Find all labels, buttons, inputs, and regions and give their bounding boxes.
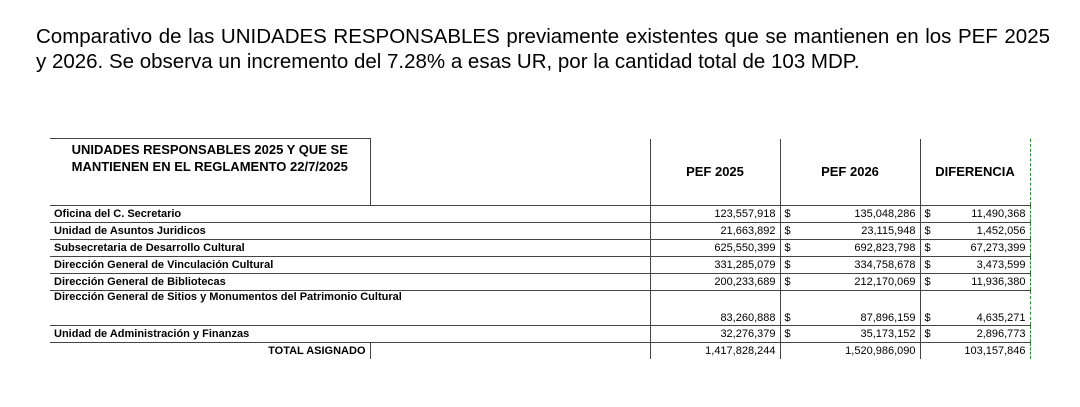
- currency-symbol: $: [780, 274, 794, 291]
- header-pef2025: PEF 2025: [650, 139, 780, 206]
- currency-symbol: $: [920, 223, 934, 240]
- diferencia-value: 11,936,380: [934, 274, 1030, 291]
- header-spacer: [370, 139, 650, 206]
- header-pef2026: PEF 2026: [780, 139, 920, 206]
- total-label: TOTAL ASIGNADO: [50, 343, 370, 360]
- total-row: [50, 343, 1030, 360]
- currency-symbol: $: [920, 206, 934, 223]
- pef2026-value: 692,823,798: [794, 240, 920, 257]
- pef2026-value: 212,170,069: [794, 274, 920, 291]
- total-diferencia: 103,157,846: [920, 343, 1030, 360]
- pef2025-value: 331,285,079: [650, 257, 780, 274]
- currency-symbol: $: [780, 223, 794, 240]
- pef2026-value: 35,173,152: [794, 326, 920, 343]
- pef2026-value: 334,758,678: [794, 257, 920, 274]
- currency-symbol: $: [780, 206, 794, 223]
- total-pef2026: 1,520,986,090: [780, 343, 920, 360]
- currency-symbol: $: [780, 257, 794, 274]
- diferencia-value: 4,635,271: [934, 291, 1030, 326]
- unit-name: Unidad de Asuntos Juridicos: [50, 223, 650, 240]
- unit-name: Oficina del C. Secretario: [50, 206, 650, 223]
- table-row: [50, 274, 1030, 291]
- table-row: [50, 206, 1030, 223]
- currency-symbol: $: [920, 257, 934, 274]
- currency-symbol: $: [920, 240, 934, 257]
- diferencia-value: 11,490,368: [934, 206, 1030, 223]
- diferencia-value: 67,273,399: [934, 240, 1030, 257]
- table-header-row: [50, 139, 1030, 206]
- unit-name: Dirección General de Vinculación Cultural: [50, 257, 650, 274]
- unit-name: Dirección General de Sitios y Monumentos del Patrimonio Cultural: [50, 291, 650, 326]
- pef2025-value: 83,260,888: [650, 291, 780, 326]
- table-row: [50, 240, 1030, 257]
- currency-symbol: $: [920, 326, 934, 343]
- unit-name: Subsecretaria de Desarrollo Cultural: [50, 240, 650, 257]
- pef2025-value: 123,557,918: [650, 206, 780, 223]
- pef2026-value: 23,115,948: [794, 223, 920, 240]
- table-row: [50, 326, 1030, 343]
- table-row: [50, 257, 1030, 274]
- pef2025-value: 21,663,892: [650, 223, 780, 240]
- diferencia-value: 2,896,773: [934, 326, 1030, 343]
- unit-name: Dirección General de Bibliotecas: [50, 274, 650, 291]
- unit-name: Unidad de Administración y Finanzas: [50, 326, 650, 343]
- comparison-table: [50, 138, 1031, 359]
- currency-symbol: $: [920, 291, 934, 326]
- diferencia-value: 3,473,599: [934, 257, 1030, 274]
- pef2025-value: 32,276,379: [650, 326, 780, 343]
- currency-symbol: $: [780, 240, 794, 257]
- currency-symbol: $: [780, 291, 794, 326]
- pef2025-value: 625,550,399: [650, 240, 780, 257]
- pef2026-value: 135,048,286: [794, 206, 920, 223]
- header-diferencia: DIFERENCIA: [920, 139, 1030, 206]
- table-row: [50, 223, 1030, 240]
- table-title: UNIDADES RESPONSABLES 2025 Y QUE SE MANTIENEN EN EL REGLAMENTO 22/7/2025: [50, 139, 370, 206]
- intro-paragraph: Comparativo de las UNIDADES RESPONSABLES previamente existentes que se mantienen en los PEF 2025 y 2026. Se observa un incremento del 7.28% a esas UR, por la cantidad total de 103 MDP.: [36, 25, 1050, 73]
- currency-symbol: $: [920, 274, 934, 291]
- total-spacer: [370, 343, 650, 360]
- total-pef2025: 1,417,828,244: [650, 343, 780, 360]
- table-row: [50, 291, 1030, 326]
- pef2026-value: 87,896,159: [794, 291, 920, 326]
- pef2025-value: 200,233,689: [650, 274, 780, 291]
- diferencia-value: 1,452,056: [934, 223, 1030, 240]
- currency-symbol: $: [780, 326, 794, 343]
